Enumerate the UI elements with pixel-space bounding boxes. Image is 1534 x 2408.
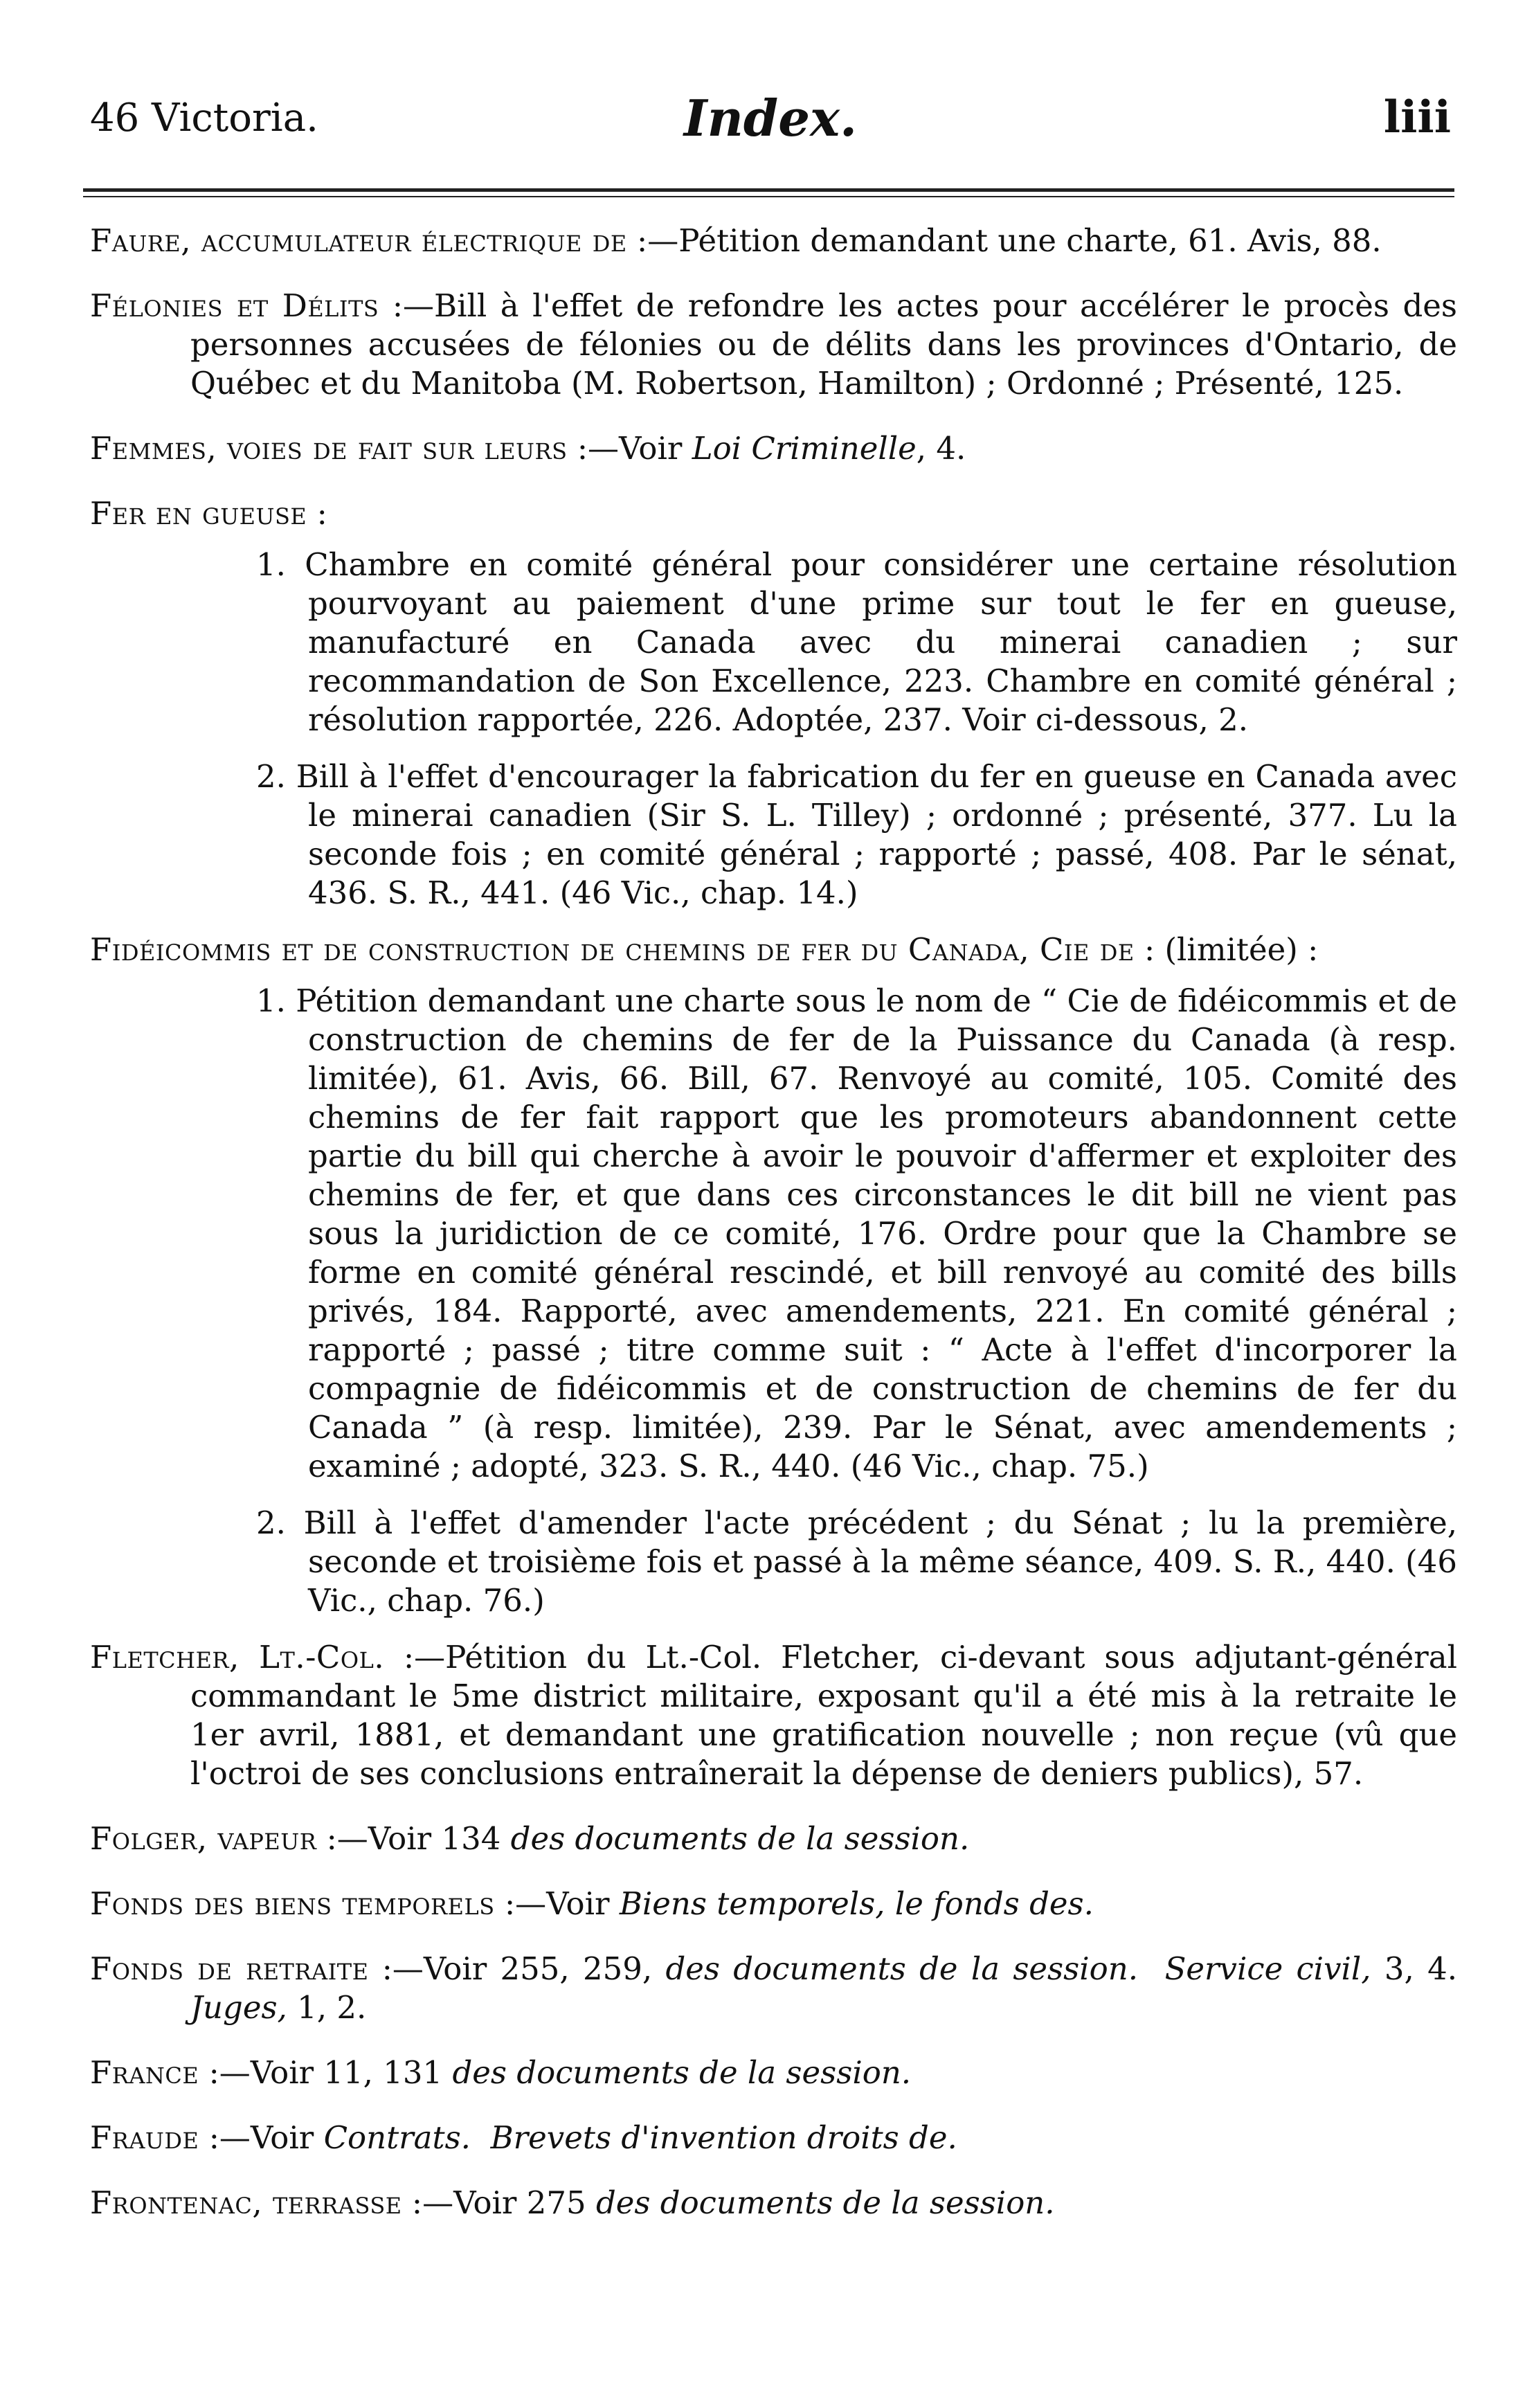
entry-text: : — [307, 495, 327, 532]
entry-heading: Fidéicommis et de construction de chemins de fer du Canada, Cie de — [90, 931, 1135, 968]
entry-frontenac — [90, 2184, 1457, 2222]
entry-heading: France — [90, 2054, 199, 2091]
header-rule-thick — [83, 188, 1454, 192]
page-title: Index. — [683, 89, 858, 147]
entry-heading: Frontenac, terrasse — [90, 2184, 402, 2221]
entry-mid: 3, 4. — [1371, 1950, 1457, 1987]
entry-text: :—Bill à l'effet de refondre les actes pour accélérer le procès des personnes accusées de félonies ou de délits dans les provinces d'Ontario, de Québec et du Manitoba (M. Robertson, Hamilton) ; Ordonné ; Présenté, 125. — [190, 287, 1457, 402]
entry-heading: Femmes, voies de fait sur leurs — [90, 430, 568, 467]
entry-folger — [90, 1820, 1457, 1858]
entry-fraude — [90, 2119, 1457, 2157]
entry-reference: des documents de la session. — [510, 1820, 970, 1857]
entry-text: :—Voir 11, 131 — [199, 2054, 453, 2091]
entry-heading: Félonies et Délits — [90, 287, 379, 324]
entry-text: :—Voir 134 — [316, 1820, 511, 1857]
entry-tail: 1, 2. — [287, 1989, 367, 2026]
entry-reference: Juges, — [190, 1989, 287, 2026]
page-header — [90, 76, 1451, 152]
entry-fletcher — [90, 1638, 1457, 1793]
entry-subitem: 2. Bill à l'effet d'amender l'acte précédent ; du Sénat ; lu la première, seconde et troisième fois et passé à la même séance, 409. S. R., 440. (46 Vic., chap. 76.) — [256, 1504, 1457, 1619]
entry-fideicommis — [90, 931, 1457, 1620]
entry-femmes — [90, 429, 1457, 468]
entry-tail: , 4. — [916, 430, 966, 467]
entry-fonds-retraite — [90, 1950, 1457, 2027]
entry-reference: des documents de la session. — [452, 2054, 912, 2091]
entry-heading: Folger, vapeur — [90, 1820, 317, 1857]
entry-subitem: 2. Bill à l'effet d'encourager la fabrication du fer en gueuse en Canada avec le minerai canadien (Sir S. L. Tilley) ; ordonné ; présenté, 377. Lu la seconde fois ; en comité général ; rapporté ; passé, 408. Par le sénat, 436. S. R., 441. (46 Vic., chap. 14.) — [256, 758, 1457, 911]
entry-text: : (limitée) : — [1134, 931, 1319, 968]
entry-heading: Fraude — [90, 2119, 199, 2156]
entry-fer — [90, 494, 1457, 913]
entry-reference: des documents de la session. — [665, 1950, 1139, 1987]
entry-text: :—Pétition demandant une charte, 61. Avis, 88. — [626, 222, 1382, 259]
entry-subitem: 1. Chambre en comité général pour considérer une certaine résolution pourvoyant au paiement d'une prime sur tout le fer en gueuse, manufacturé en Canada avec du minerai canadien ; sur recommandation de Son Excellence, 223. Chambre en comité général ; résolution rapportée, 226. Adoptée, 237. Voir ci-dessous, 2. — [256, 546, 1457, 738]
entry-heading: Faure, accumulateur électrique de — [90, 222, 627, 259]
index-entries — [90, 222, 1457, 2249]
entry-faure — [90, 222, 1457, 260]
entry-reference: des documents de la session. — [595, 2184, 1055, 2221]
entry-heading: Fer en gueuse — [90, 495, 307, 532]
entry-text: :—Voir 275 — [401, 2184, 596, 2221]
entry-text: :—Voir — [567, 430, 692, 467]
entry-heading: Fonds des biens temporels — [90, 1885, 495, 1922]
entry-reference: Contrats. — [323, 2119, 471, 2156]
entry-subitem: 1. Pétition demandant une charte sous le nom de “ Cie de fidéicommis et de construction de chemins de fer de la Puissance du Canada (à resp. limitée), 61. Avis, 66. Bill, 67. Renvoyé au comité, 105. Comité des chemins de fer fait rapport que les promoteurs abandonnent cette partie du bill qui cherche à avoir le pouvoir d'affermer et exploiter des chemins de fer, et que dans ces circonstances le dit bill ne vient pas sous la juridiction de ce comité, 176. Ordre pour que la Chambre se forme en comité général rescindé, et bill renvoyé au comité des bills privés, 184. Rapporté, avec amendements, 221. En comité général ; rapporté ; passé ; titre comme suit : “ Acte à l'effet d'incorporer la compagnie de fidéicommis et de construction de chemins de fer du Canada ” (à resp. limitée), 239. Par le Sénat, avec amendements ; examiné ; adopté, 323. S. R., 440. (46 Vic., chap. 75.) — [256, 982, 1457, 1484]
entry-reference: Service civil, — [1164, 1950, 1371, 1987]
entry-heading: Fletcher, Lt.-Col. — [90, 1639, 385, 1675]
entry-text: :—Pétition du Lt.-Col. Fletcher, ci-devant sous adjutant-général commandant le 5me district militaire, exposant qu'il a été mis à la retraite le 1er avril, 1881, et demandant une gratification nouvelle ; non reçue (vû que l'octroi de ses conclusions entraînerait la dépense de deniers publics), 57. — [190, 1639, 1457, 1792]
entry-reference: Brevets d'invention droits de. — [490, 2119, 957, 2156]
page-number: liii — [1383, 91, 1451, 143]
entry-fonds-biens — [90, 1885, 1457, 1923]
entry-reference: Biens temporels, le fonds des. — [619, 1885, 1094, 1922]
entry-france — [90, 2054, 1457, 2092]
header-rule-thin — [83, 196, 1454, 197]
entry-heading: Fonds de retraite — [90, 1950, 369, 1987]
entry-felonies — [90, 287, 1457, 403]
entry-text: :—Voir — [199, 2119, 324, 2156]
header-volume: 46 Victoria. — [90, 96, 318, 141]
entry-text: :—Voir 255, 259, — [368, 1950, 666, 1987]
entry-reference: Loi Criminelle — [692, 430, 917, 467]
entry-text: :—Voir — [494, 1885, 620, 1922]
